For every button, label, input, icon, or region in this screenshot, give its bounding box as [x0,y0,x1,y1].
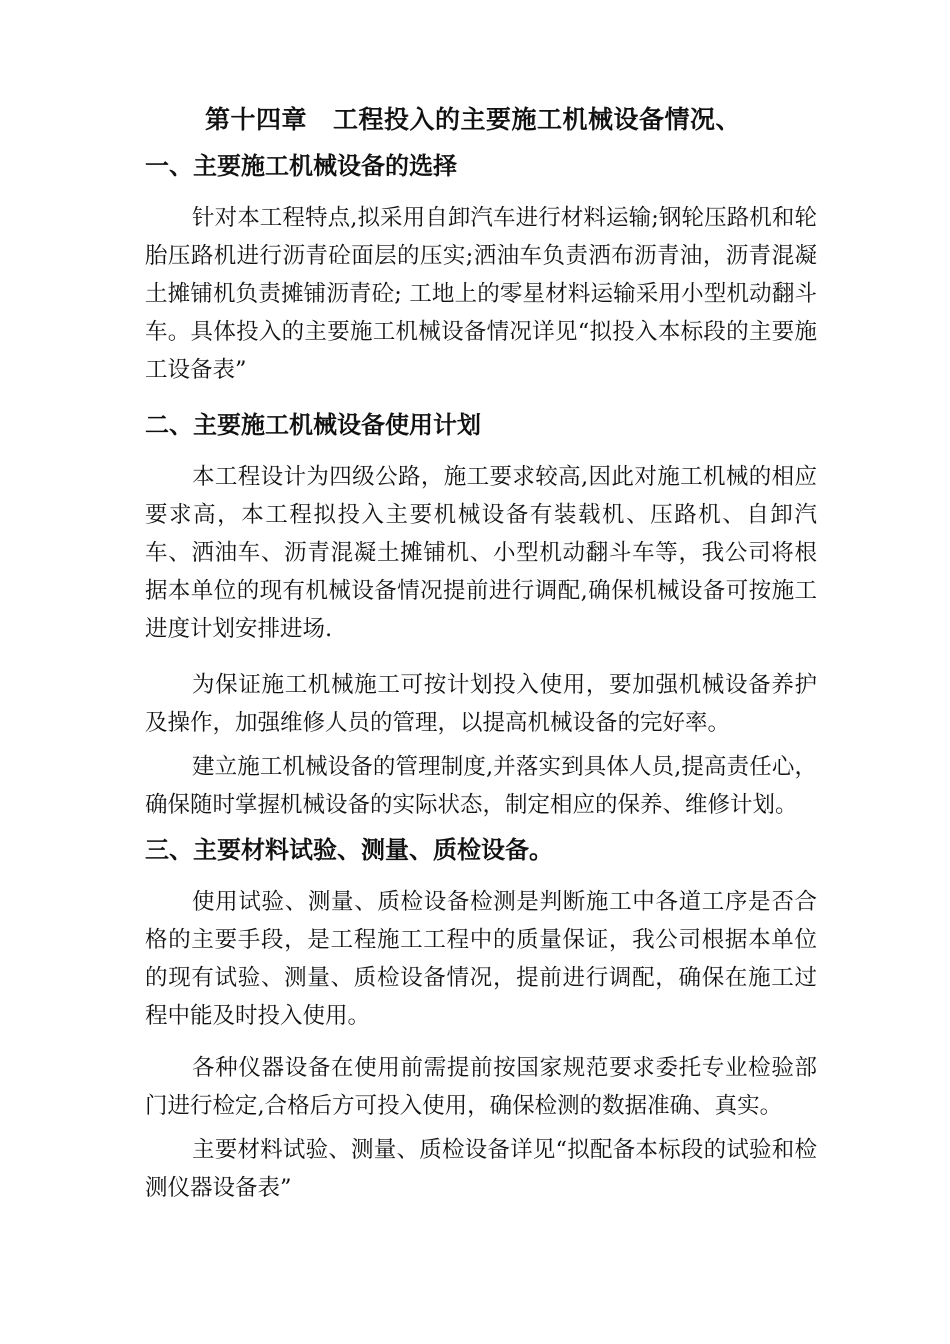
section-3-paragraph-3: 主要材料试验、测量、质检设备详见“拟配备本标段的试验和检测仪器设备表” [145,1137,817,1201]
section-heading-2: 二、主要施工机械设备使用计划 [145,410,481,439]
section-3-paragraph-2: 各种仪器设备在使用前需提前按国家规范要求委托专业检验部门进行检定,合格后方可投入使用，确保检测的数据准确、真实。 [145,1055,817,1119]
section-2-paragraph-2: 为保证施工机械施工可按计划投入使用，要加强机械设备养护及操作，加强维修人员的管理，以提高机械设备的完好率。 [145,672,817,736]
section-2-paragraph-1: 本工程设计为四级公路，施工要求较高,因此对施工机械的相应要求高，本工程拟投入主要机械设备有装载机、压路机、自卸汽车、洒油车、沥青混凝土摊铺机、小型机动翻斗车等，我公司将根据本单位的现有机械设备情况提前进行调配,确保机械设备可按施工进度计划安排进场. [145,464,817,642]
section-1-paragraph-1: 针对本工程特点,拟采用自卸汽车进行材料运输;钢轮压路机和轮胎压路机进行沥青砼面层的压实;洒油车负责洒布沥青油，沥青混凝土摊铺机负责摊铺沥青砼; 工地上的零星材料运输采用小型机动翻斗车。具体投入的主要施工机械设备情况详见“拟投入本标段的主要施工设备表” [145,205,817,383]
section-2-paragraph-3: 建立施工机械设备的管理制度,并落实到具体人员,提高责任心，确保随时掌握机械设备的实际状态，制定相应的保养、维修计划。 [145,754,817,818]
chapter-number: 第十四章 [205,105,308,134]
chapter-title [205,100,845,140]
section-3-paragraph-1: 使用试验、测量、质检设备检测是判断施工中各道工序是否合格的主要手段，是工程施工工程中的质量保证，我公司根据本单位的现有试验、测量、质检设备情况，提前进行调配，确保在施工过程中能及时投入使用。 [145,889,817,1029]
chapter-title-text: 工程投入的主要施工机械设备情况、 [333,105,742,134]
section-heading-1: 一、主要施工机械设备的选择 [145,151,457,180]
section-heading-3: 三、主要材料试验、测量、质检设备。 [145,835,553,864]
